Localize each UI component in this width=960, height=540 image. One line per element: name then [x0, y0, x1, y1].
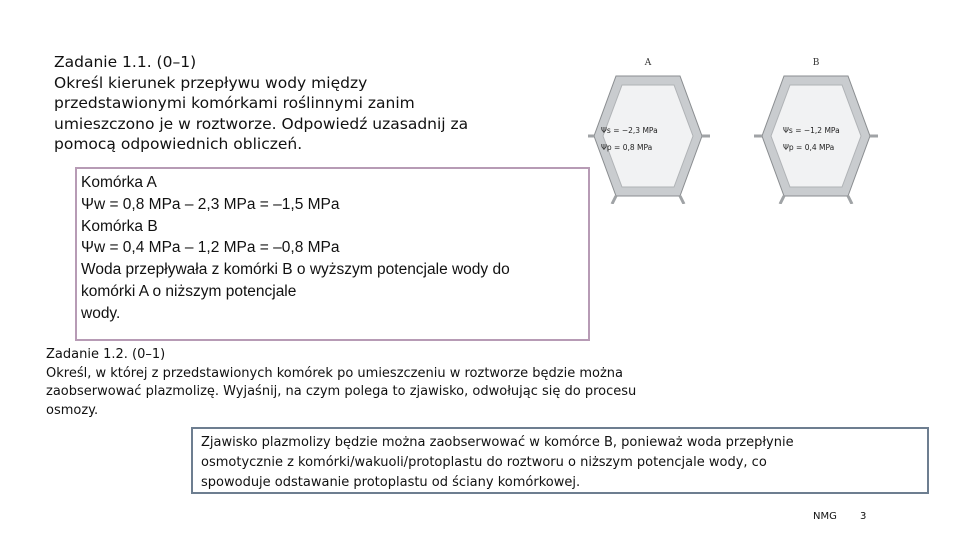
answer-1-1-line: wody.: [81, 304, 121, 322]
task-1-2-line: osmozy.: [46, 402, 99, 418]
footer-text: NMG: [813, 511, 837, 522]
cell-b-stub: [848, 196, 852, 204]
cell-a-psi-p: Ψp = 0,8 MPa: [601, 143, 653, 152]
cell-b-psi-p: Ψp = 0,4 MPa: [783, 143, 835, 152]
cell-a: [588, 58, 710, 204]
answer-1-1-line: Ψw = 0,4 MPa – 1,2 MPa = –0,8 MPa: [81, 239, 340, 257]
answer-1-1-box: [75, 167, 590, 341]
cell-a-protoplast: [603, 85, 693, 187]
answer-1-1-line: komórki A o niższym potencjale: [81, 282, 297, 300]
answer-1-1-line: Ψw = 0,8 MPa – 2,3 MPa = –1,5 MPa: [81, 195, 340, 213]
task-1-1-line: pomocą odpowiednich obliczeń.: [54, 135, 303, 153]
plant-cells-figure: [588, 54, 888, 204]
task-1-1-title: Zadanie 1.1. (0–1): [54, 53, 197, 71]
task-1-2-line: zaobserwować plazmolizę. Wyjaśnij, na czym polega to zjawisko, odwołując się do procesu: [46, 384, 637, 399]
answer-1-1-line: Komórka A: [81, 174, 157, 191]
task-1-1: [54, 52, 524, 155]
answer-1-2-box: [191, 427, 929, 494]
answer-1-2-line: spowoduje odstawanie protoplastu od ściany komórkowej.: [201, 475, 581, 490]
answer-1-1-line: Woda przepływała z komórki B o wyższym potencjale wody do: [81, 261, 510, 279]
page-number: 3: [860, 511, 867, 522]
cell-b-label: B: [812, 58, 820, 68]
task-1-2-title: Zadanie 1.2. (0–1): [46, 347, 166, 362]
answer-1-1-line: Komórka B: [81, 217, 158, 235]
task-1-1-line: umieszczono je w roztworze. Odpowiedź uzasadnij za: [54, 114, 469, 133]
cell-a-label: A: [644, 58, 652, 68]
cell-b-psi-s: Ψs = −1,2 MPa: [783, 126, 840, 135]
answer-1-2-line: osmotycznie z komórki/wakuoli/protoplastu do roztworu o niższym potencjale wody, co: [201, 455, 767, 470]
cell-a-psi-s: Ψs = −2,3 MPa: [601, 126, 658, 135]
cell-b-protoplast: [771, 85, 861, 187]
answer-1-2-line: Zjawisko plazmolizy będzie można zaobserwować w komórce B, ponieważ woda przepłynie: [201, 435, 794, 450]
cell-b-stub: [780, 196, 784, 204]
cell-a-stub: [680, 196, 684, 204]
task-1-1-line: przedstawionymi komórkami roślinnymi zanim: [54, 94, 415, 112]
task-1-2: [46, 346, 746, 420]
task-1-1-line: Określ kierunek przepływu wody między: [54, 73, 368, 92]
task-1-2-line: Określ, w której z przedstawionych komórek po umieszczeniu w roztworze będzie można: [46, 365, 624, 381]
cell-a-stub: [612, 196, 616, 204]
cell-b: [754, 58, 878, 204]
